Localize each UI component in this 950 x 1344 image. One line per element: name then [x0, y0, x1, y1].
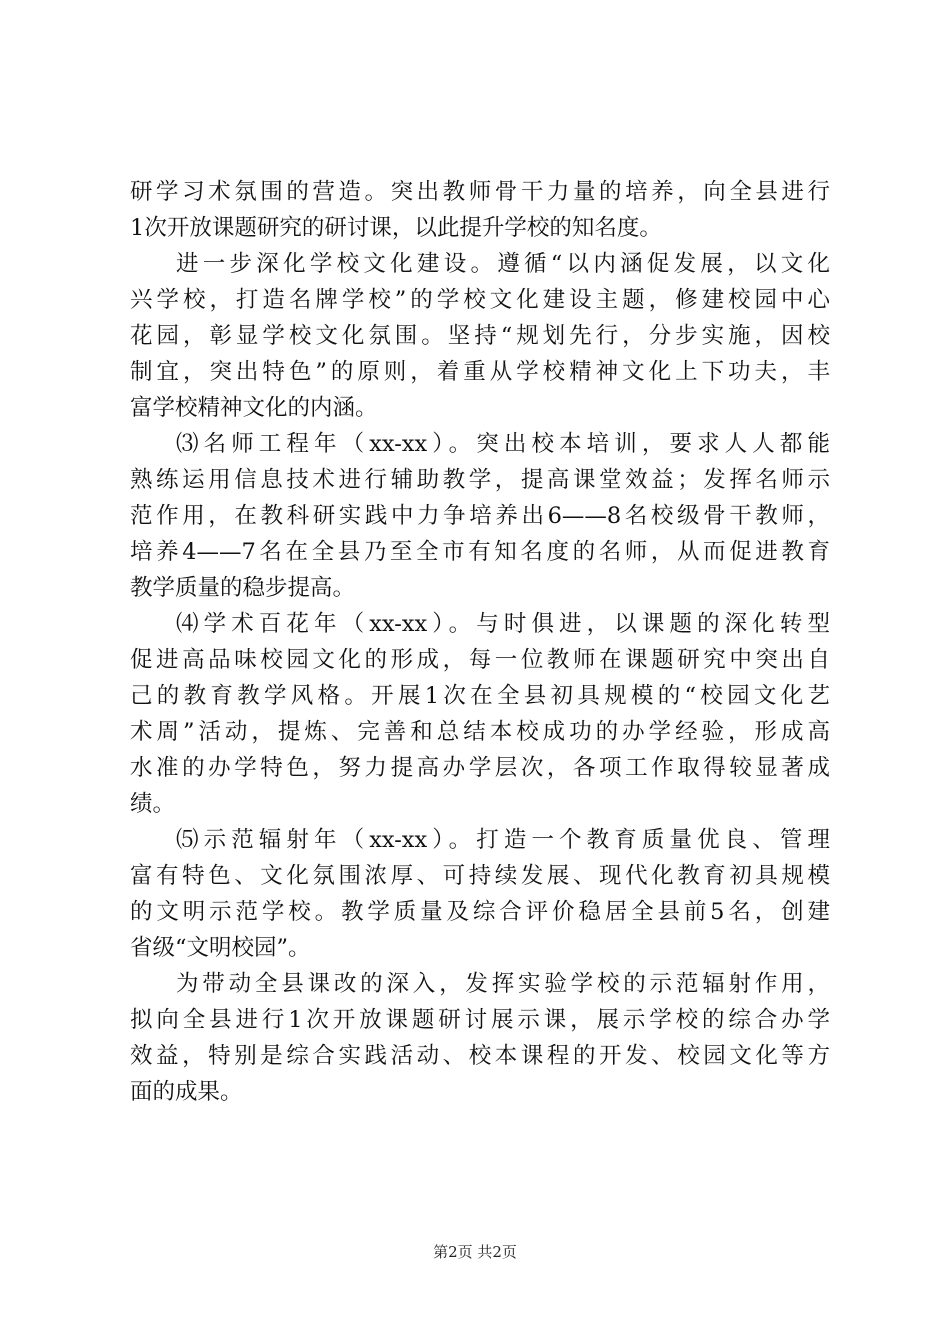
text-line: 水准的办学特色，努力提高办学层次，各项工作取得较显著成	[130, 755, 830, 781]
text-line: 绩。	[130, 791, 176, 817]
document-body	[130, 174, 830, 1110]
text-line: 制宜，突出特色”的原则，着重从学校精神文化上下功夫，丰	[130, 359, 830, 385]
text-line: 己的教育教学风格。开展1次在全县初具规模的“校园文化艺	[130, 683, 830, 709]
text-line: 富有特色、文化氛围浓厚、可持续发展、现代化教育初具规模	[130, 863, 830, 889]
text-line: 术周”活动，提炼、完善和总结本校成功的办学经验，形成高	[130, 719, 830, 745]
text-line: 省级“文明校园”。	[130, 935, 311, 961]
text-line: 范作用，在教科研实践中力争培养出6——8名校级骨干教师，	[130, 503, 830, 529]
text-line: 促进高品味校园文化的形成，每一位教师在课题研究中突出自	[130, 647, 830, 673]
text-line: 效益，特别是综合实践活动、校本课程的开发、校园文化等方	[130, 1043, 830, 1069]
text-line: 研学习术氛围的营造。突出教师骨干力量的培养，向全县进行	[130, 179, 830, 205]
text-line: 教学质量的稳步提高。	[130, 575, 356, 601]
text-line: 富学校精神文化的内涵。	[130, 395, 378, 421]
text-line: 兴学校，打造名牌学校”的学校文化建设主题，修建校园中心	[130, 287, 830, 313]
text-line: 培养4——7名在全县乃至全市有知名度的名师，从而促进教育	[130, 539, 830, 565]
text-line: 1次开放课题研究的研讨课，以此提升学校的知名度。	[130, 215, 662, 241]
text-line: 熟练运用信息技术进行辅助教学，提高课堂效益；发挥名师示	[130, 467, 830, 493]
text-line: 的文明示范学校。教学质量及综合评价稳居全县前5名，创建	[130, 899, 830, 925]
text-line: 面的成果。	[130, 1079, 243, 1105]
page-number: 第2页 共2页	[433, 1243, 517, 1261]
text-line: 为带动全县课改的深入，发挥实验学校的示范辐射作用，	[176, 971, 830, 997]
text-line: 进一步深化学校文化建设。遵循“以内涵促发展，以文化	[176, 251, 830, 277]
text-line: 花园，彰显学校文化氛围。坚持“规划先行，分步实施，因校	[130, 323, 830, 349]
text-line: ⑸示范辐射年（xx-xx）。打造一个教育质量优良、管理	[176, 827, 830, 853]
text-line: ⑷学术百花年（xx-xx）。与时俱进，以课题的深化转型	[176, 611, 830, 637]
text-line: 拟向全县进行1次开放课题研讨展示课，展示学校的综合办学	[130, 1007, 830, 1033]
text-line: ⑶名师工程年（xx-xx）。突出校本培训，要求人人都能	[176, 431, 830, 457]
